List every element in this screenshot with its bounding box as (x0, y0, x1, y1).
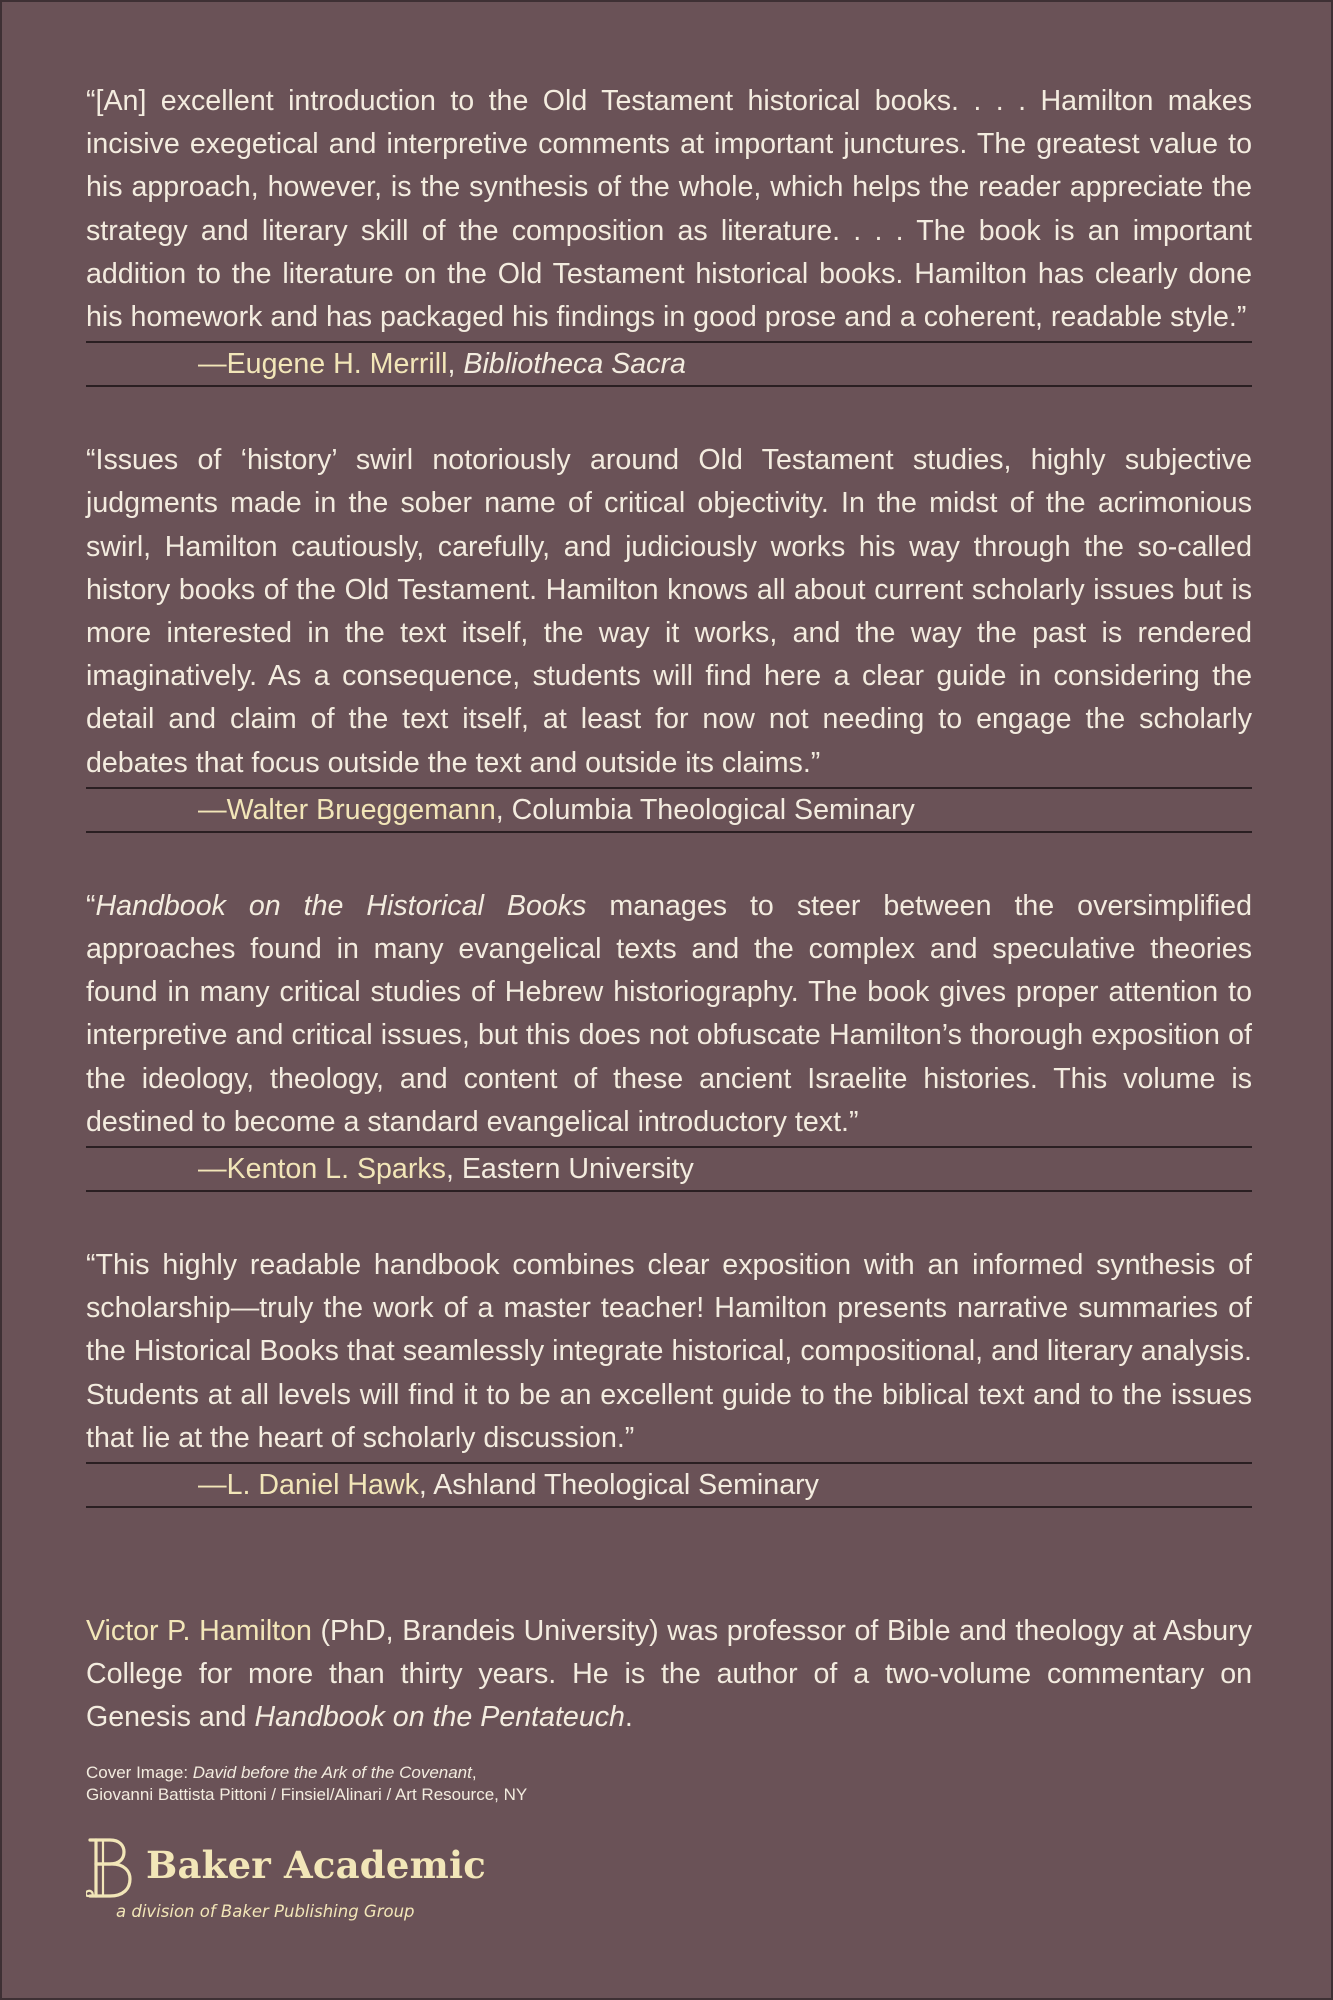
bio-book-title: Handbook on the Pentateuch (254, 1701, 625, 1734)
reviewer-name: L. Daniel Hawk (226, 1469, 419, 1502)
bio-end: . (624, 1701, 633, 1734)
quote-book-title: Handbook on the Historical Books (95, 889, 587, 922)
attribution-dash: — (198, 1153, 227, 1186)
blurb-attribution (86, 341, 1252, 387)
attribution-separator: , (495, 793, 512, 826)
blurb-quote: “This highly readable handbook combines clear exposition with an informed synthesis of scholarship—truly the work of a master teacher! Hamilton presents narrative summaries of the Historical Books that seamlessly integrate historical, compositional, and literary analysis. Students at all levels will find it to be an excellent guide to the biblical text and to the issues that lie at the heart of scholarly discussion.” (86, 1249, 1252, 1454)
publisher-tagline: a division of Baker Publishing Group (116, 1902, 415, 1921)
attribution-dash: — (198, 1469, 227, 1502)
cover-content (86, 80, 1252, 1806)
blurb-quote: “Issues of ‘history’ swirl notoriously around Old Testament studies, highly subjective judgments made in the sober name of critical objectivity. In the midst of the acrimonious swirl, Hamilton cautiously, carefully, and judiciously works his way through the so-called history books of the Old Testament. Hamilton knows all about current scholarly issues but is more interested in the text itself, the way it works, and the way the past is rendered imaginatively. As a consequence, students will find here a clear guide in considering the detail and claim of the text itself, at least for now not needing to engage the scholarly debates that focus outside the text and outside its claims.” (86, 444, 1252, 779)
reviewer-affiliation: Eastern University (461, 1153, 694, 1186)
bio-text: (PhD, Brandeis University) was professor of Bible and theology at Asbury College for more than thirty years. He is the author of a two-volume commentary on Genesis and (86, 1615, 1252, 1734)
author-name: Victor P. Hamilton (86, 1615, 312, 1648)
credit-title-end: , (471, 1762, 477, 1782)
blurb-quote: “[An] excellent introduction to the Old Testament historical books. . . . Hamilton makes incisive exegetical and interpretive comments at important junctures. The greatest value to his approach, however, is the synthesis of the whole, which helps the reader appreciate the strategy and literary skill of the composition as literature. . . . The book is an important addition to the literature on the Old Testament historical books. Hamilton has clearly done his homework and has packaged his findings in good prose and a coherent, readable style.” (86, 85, 1252, 334)
cover-image-credit (86, 1762, 1252, 1806)
reviewer-name: Eugene H. Merrill (226, 348, 448, 381)
blurb-hawk (86, 1244, 1252, 1508)
reviewer-affiliation: Ashland Theological Seminary (433, 1469, 819, 1502)
attribution-separator: , (445, 1153, 462, 1186)
attribution-separator: , (447, 348, 464, 381)
blurb-attribution (86, 1146, 1252, 1192)
credit-label: Cover Image: (86, 1762, 193, 1782)
blurb-attribution (86, 1462, 1252, 1508)
credit-artwork-title: David before the Ark of the Covenant (192, 1762, 472, 1782)
attribution-separator: , (418, 1469, 434, 1502)
blurb-sparks (86, 885, 1252, 1192)
attribution-dash: — (198, 793, 227, 826)
publisher-logo (86, 1837, 506, 1927)
blurb-brueggemann (86, 439, 1252, 833)
author-bio (86, 1610, 1252, 1740)
blurb-merrill (86, 80, 1252, 387)
quote-text: manages to steer between the oversimplified approaches found in many evangelical texts and the complex and speculative theories found in many critical studies of Hebrew historiography. The book gives proper attention to interpretive and critical issues, but this does not obfuscate Hamilton’s thorough exposition of the ideology, theology, and content of these ancient Israelite histories. This volume is destined to become a standard evangelical introductory text.” (86, 889, 1252, 1138)
reviewer-affiliation: Bibliotheca Sacra (463, 348, 686, 381)
reviewer-name: Walter Brueggemann (226, 793, 496, 826)
quote-open-mark: “ (86, 889, 96, 922)
reviewer-name: Kenton L. Sparks (226, 1153, 446, 1186)
credit-line-2: Giovanni Battista Pittoni / Finsiel/Alinari / Art Resource, NY (86, 1784, 528, 1804)
blurb-attribution (86, 787, 1252, 833)
baker-b-monogram-icon (86, 1837, 138, 1899)
attribution-dash: — (198, 348, 227, 381)
credit-line-1 (86, 1762, 1252, 1784)
blurb-quote (86, 885, 1252, 1144)
reviewer-affiliation: Columbia Theological Seminary (511, 793, 915, 826)
publisher-name: Baker Academic (146, 1843, 486, 1887)
